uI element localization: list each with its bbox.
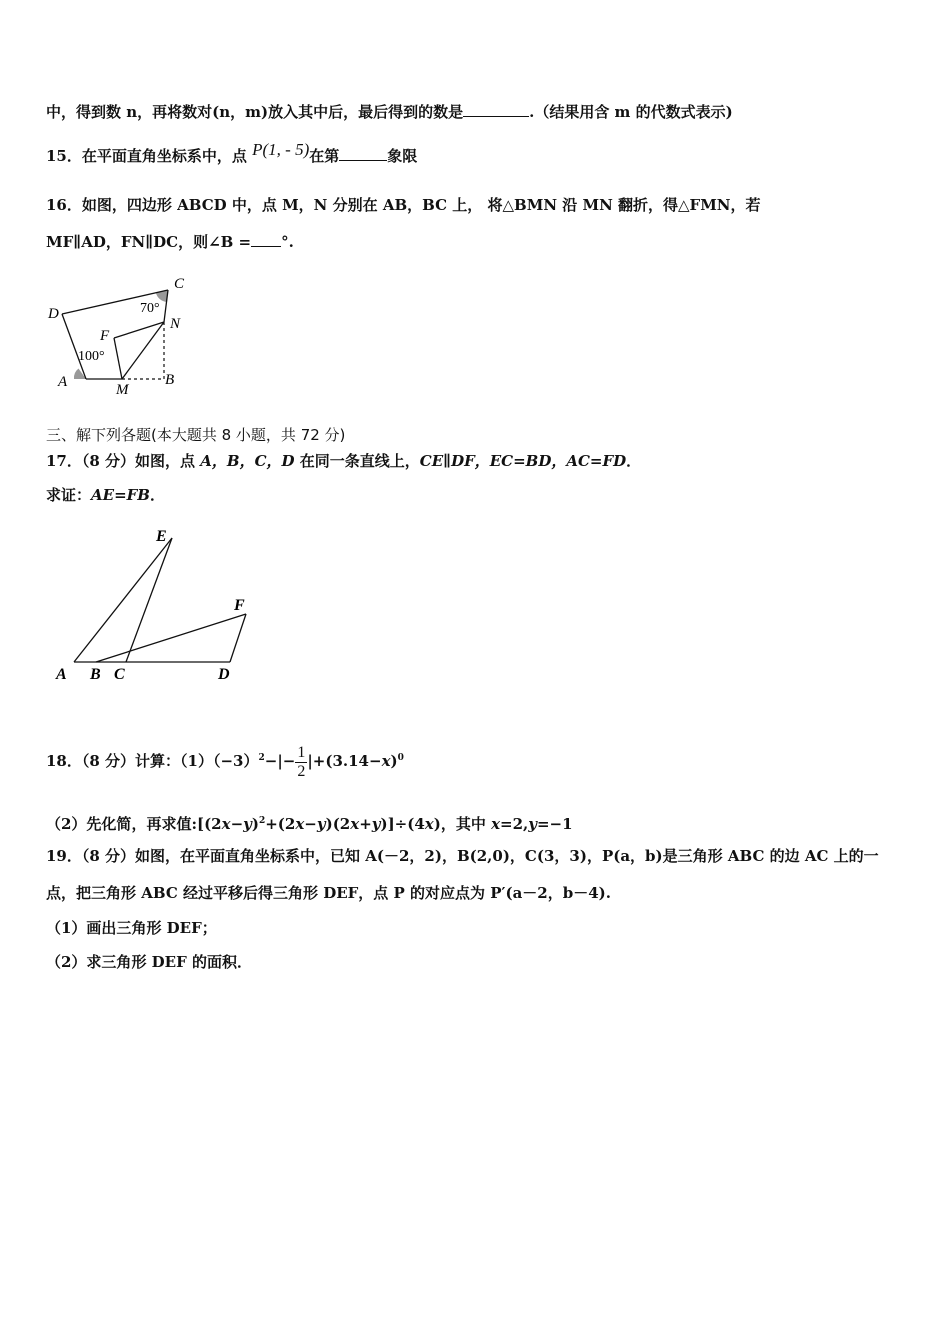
edge-mn: [122, 322, 164, 379]
q16-quadrilateral-figure: [44, 272, 194, 400]
edge-ad: [62, 314, 86, 379]
label-f: F: [234, 597, 245, 614]
label-m: M: [116, 382, 129, 398]
q15-line: [46, 140, 418, 166]
q15-text-pre: 15．在平面直角坐标系中，点: [46, 147, 247, 165]
q19-line2: 点，把三角形 ABC 经过平移后得三角形 DEF，点 P 的对应点为 P′(a－2，b－4).: [46, 884, 611, 902]
q18-p2-m: y: [371, 815, 381, 833]
q14-text-pre: 中，得到数 n，再将数对(n，m)放入其中后，最后得到的数是: [46, 103, 464, 121]
q17-triangles-figure: [50, 522, 260, 684]
q18-part1-exponent: 2: [258, 753, 265, 763]
q18-p2-o: x: [424, 815, 434, 833]
line-ec: [126, 538, 172, 662]
label-f: F: [100, 328, 110, 344]
q18-part1-close: ): [390, 752, 398, 770]
q18-p2-p: )，其中: [433, 815, 492, 833]
q19-sub1: （1）画出三角形 DEF；: [46, 919, 217, 937]
q19-sub2: （2）求三角形 DEF 的面积．: [46, 953, 252, 971]
q18-p2-j: )(2: [325, 815, 351, 833]
q18-p2-e: ): [251, 815, 259, 833]
label-angle-c: 70°: [140, 301, 160, 316]
q18-p2-exponent: 2: [258, 816, 266, 826]
section-3-heading: 三、解下列各题(本大题共 8 小题，共 72 分): [46, 426, 346, 444]
q18-part1-line: [46, 730, 404, 786]
q14-answer-blank[interactable]: [463, 102, 529, 117]
q18-p2-k: x: [350, 815, 360, 833]
q18-p2-n: )]÷(4: [380, 815, 425, 833]
q18-p2-f: +(2: [265, 815, 296, 833]
label-e: E: [156, 528, 167, 545]
q17-line2: [46, 485, 165, 505]
label-n: N: [170, 316, 181, 332]
label-d: D: [218, 666, 230, 683]
q18-p2-c: −: [230, 815, 244, 833]
q16-answer-blank[interactable]: [251, 232, 281, 247]
label-c: C: [114, 666, 125, 683]
q18-part1-post: |+(3.14−: [307, 752, 382, 770]
q17-line2-end: ．: [149, 486, 165, 504]
q17-line1-pre: 17．（8 分）如图，点: [46, 452, 201, 470]
q18-p2-s: y: [528, 815, 537, 833]
label-angle-a: 100°: [78, 349, 105, 364]
q16-line2-post: °.: [281, 233, 294, 251]
label-d: D: [48, 306, 59, 322]
line-ae: [74, 538, 172, 662]
q18-part1-mid: −|−: [264, 752, 296, 770]
label-c: C: [174, 276, 185, 292]
q18-part1-pre: 18．（8 分）计算：（1）（−3）: [46, 752, 259, 770]
q18-p2-i: y: [316, 815, 326, 833]
q17-line1-end: ．: [626, 452, 642, 470]
q19-line1: 19．（8 分）如图，在平面直角坐标系中，已知 A(－2，2)，B(2,0)，C(3，3)，P(a，b)是三角形 ABC 的边 AC 上的一: [46, 847, 879, 865]
label-b: B: [165, 372, 175, 388]
edge-fn: [114, 322, 164, 338]
q16-line1: 16．如图，四边形 ABCD 中，点 M，N 分别在 AB，BC 上， 将△BMN 沿 MN 翻折，得△FMN，若: [46, 196, 761, 214]
label-a: A: [56, 666, 67, 683]
q17-line1-mid: 在同一条直线上，: [294, 452, 420, 470]
edge-mf: [114, 338, 122, 379]
label-a: A: [58, 374, 68, 390]
q18-fraction-numerator: 1: [297, 743, 306, 761]
q15-text-post2: 象限: [387, 147, 418, 165]
q15-text-post: 在第: [309, 147, 340, 165]
q18-p2-g: x: [295, 815, 305, 833]
q18-p2-d: y: [243, 815, 252, 833]
q18-p2-q: x: [491, 815, 501, 833]
q18-p2-l: +: [359, 815, 372, 833]
q17-line1: [46, 451, 641, 471]
q17-line2-pre: 求证：: [46, 486, 92, 504]
q18-p2-b: x: [221, 815, 231, 833]
q18-fraction-denominator: 2: [297, 762, 306, 780]
q14-tail-line: [46, 102, 733, 122]
label-b: B: [90, 666, 101, 683]
line-bf: [96, 614, 246, 662]
q17-proof-statement: AE=FB: [91, 486, 150, 504]
q17-conditions: CE∥DF，EC=BD，AC=FD: [419, 452, 627, 470]
q18-part1-exponent-zero: 0: [397, 753, 404, 763]
q17-points: A，B，C，D: [200, 452, 295, 470]
q16-line2: [46, 232, 294, 252]
q18-part2-line: [46, 811, 573, 834]
q18-p2-t: =−1: [536, 815, 573, 833]
q18-p2-h: −: [304, 815, 317, 833]
q18-part1-x: x: [381, 752, 391, 770]
q18-fraction: [295, 744, 307, 781]
q15-point: P(1, - 5): [252, 140, 310, 159]
q18-p2-a: （2）先化简，再求值:[(2: [46, 815, 222, 833]
q16-line2-pre: MF∥AD，FN∥DC，则∠B =: [46, 233, 252, 251]
q18-p2-r: =2,: [500, 815, 529, 833]
q14-text-post: .（结果用含 m 的代数式表示): [529, 103, 733, 121]
line-fd: [230, 614, 246, 662]
q15-answer-blank[interactable]: [339, 146, 387, 161]
